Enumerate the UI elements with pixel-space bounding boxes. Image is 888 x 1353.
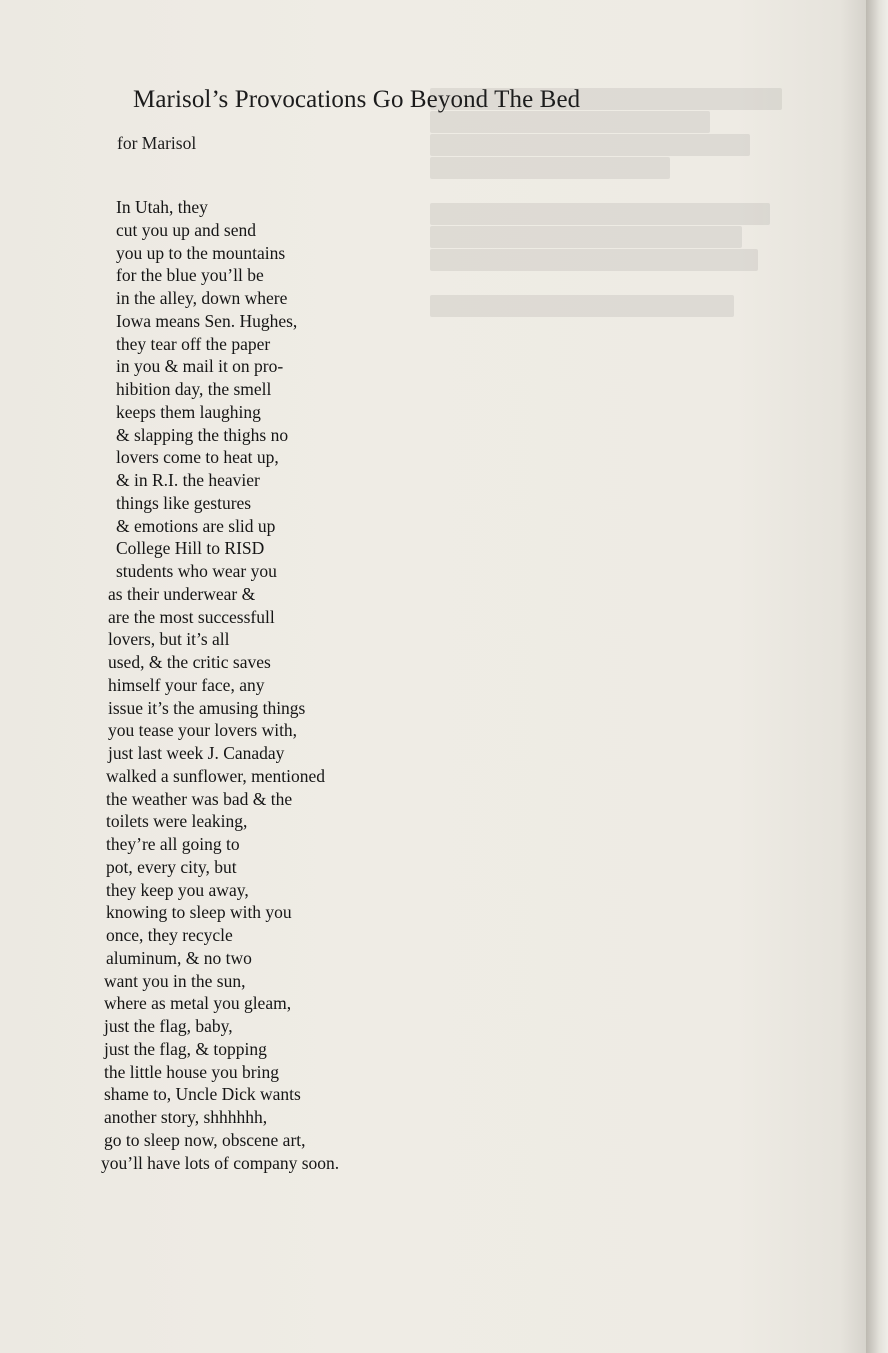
poem-line: pot, every city, but [106,856,237,877]
poem-line: the little house you bring [104,1061,279,1082]
poem-line: you’ll have lots of company soon. [101,1152,340,1173]
poem-line: in the alley, down where [116,288,288,308]
poem-line: himself your face, any [108,674,265,695]
poem-line: cut you up and send [116,219,256,240]
poem-line: lovers, but it’s all [108,629,230,650]
poem-line: walked a sunflower, mentioned [106,765,325,786]
poem-line: where as metal you gleam, [104,993,292,1014]
poem-title: Marisol’s Provocations Go Beyond The Bed [133,86,581,113]
poem-line: the weather was bad & the [106,788,293,809]
poem-line: In Utah, they [116,197,208,217]
poem-line: College Hill to RISD [116,538,265,559]
poem-line: once, they recycle [106,925,233,945]
poem-line: they tear off the paper [116,333,271,354]
poem-line: you tease your lovers with, [108,720,298,741]
poem-line: want you in the sun, [104,970,246,991]
poem-line: toilets were leaking, [106,811,248,832]
poem-line: you up to the mountains [116,242,286,263]
poem-line: used, & the critic saves [108,652,271,672]
poem-line: keeps them laughing [116,401,261,422]
poem-line: issue it’s the amusing things [108,697,306,718]
poem-line: they’re all going to [106,834,240,854]
poem-line: things like gestures [116,492,252,513]
poem-line: aluminum, & no two [106,947,252,968]
poem-line: & slapping the thighs no [116,424,289,445]
dedication: for Marisol [117,133,197,153]
poem-line: just the flag, & topping [104,1038,267,1059]
poem-line: & emotions are slid up [116,515,276,536]
poem-line: go to sleep now, obscene art, [104,1129,306,1150]
poem-line: in you & mail it on pro- [116,356,284,377]
poem-line: just last week J. Canaday [108,743,285,763]
poem-line: for the blue you’ll be [116,265,264,286]
poem-line: hibition day, the smell [116,379,272,399]
poem-line: shame to, Uncle Dick wants [104,1084,301,1105]
poem-line: just the flag, baby, [104,1016,233,1036]
poem-line: lovers come to heat up, [116,447,279,468]
poem-line: students who wear you [116,561,277,581]
poem-body [0,196,866,1174]
poem-line: Iowa means Sen. Hughes, [116,310,298,331]
poem-line: another story, shhhhhh, [104,1107,268,1127]
poem-line: knowing to sleep with you [106,902,292,923]
poem-line: & in R.I. the heavier [116,470,260,490]
page-edge [866,0,888,1353]
poem-line: are the most successfull [108,606,275,627]
poem-line: they keep you away, [106,879,249,900]
poem-line: as their underwear & [108,583,256,604]
